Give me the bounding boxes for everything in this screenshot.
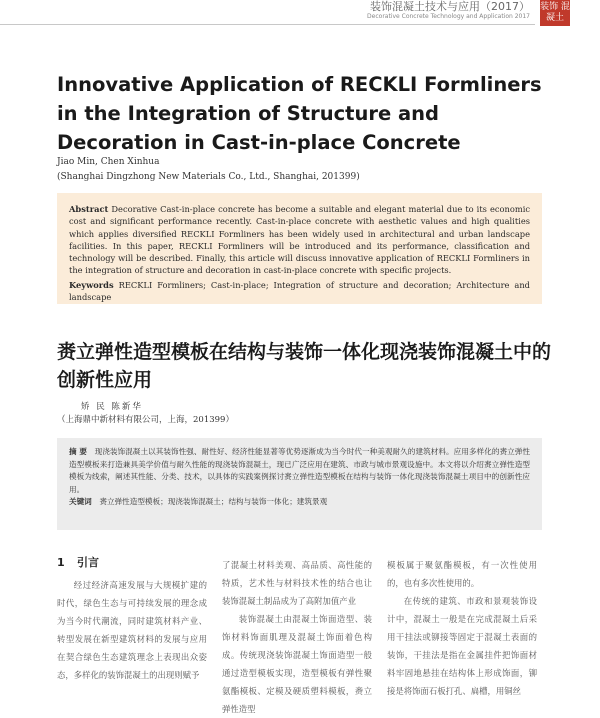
abstract-cn-label: 摘 要 <box>69 447 87 456</box>
section-title: 引言 <box>77 556 99 569</box>
paragraph: 经过经济高速发展与大规模扩建的时代，绿色生态与可持续发展的理念成为当今时代潮流，同时建筑材料产业、转型发展在新型建筑材料的发展与应用在契合绿色生态建筑理念上表现出众姿态，多样化的装饰混凝土的出现则赋予 <box>57 580 207 680</box>
keywords-en <box>69 279 530 304</box>
abstract-cn <box>69 446 530 496</box>
abstract-cn-box <box>57 438 542 530</box>
body-column-2 <box>222 556 372 718</box>
paper-title-en: Innovative Application of RECKLI Formliners in the Integration of Structure and Decoration in Cast-in-place Concrete <box>57 73 542 154</box>
keywords-en-label: Keywords <box>69 279 114 290</box>
journal-logo: 装饰 混凝土 <box>540 0 570 26</box>
abstract-cn-text: 现浇装饰混凝土以其装饰性强、耐性好、经济性能显著等优势逐渐成为当今时代一种美观耐久的建筑材料。应用多样化的赉立弹性造型模板来打造兼具美学价值与耐久性能的现浇装饰混凝土，现已广泛应用在建筑、市政与城市景观设施中。本文将以介绍赉立弹性造型模板为线索，阐述其性能、分类、技术，以具体的实践案例探讨赉立弹性造型模板在结构与装饰一体化现浇装饰混凝土项目中的创新性应用。 <box>69 447 530 494</box>
keywords-cn <box>69 496 530 509</box>
paragraph: 装饰混凝土由混凝土饰面造型、装饰材料饰面肌理及混凝土饰面着色构成。传统现浇装饰混凝土饰面造型一般通过造型模板实现，造型模板有弹性聚氨酯模板、定模及硬质塑料模板，赉立弹性造型 <box>222 614 372 714</box>
abstract-en-text: Decorative Cast-in-place concrete has become a suitable and elegant material due to its economic cost and significant performance recently. Cast-in-place concrete with aesthetic values and high qualities which applies diversified RECKLI Formliners has been widely used in architectural and urban landscape facilities. In this paper, RECKLI Formliners will be introduced and its performance, classification and technology will be described. Finally, this article will discuss innovative application of RECKLI Formliners in the integration of structure and decoration in cast-in-place concrete with specific projects. <box>69 204 530 276</box>
abstract-en <box>69 203 530 277</box>
authors-cn: 矫 民 陈新华 <box>81 402 143 412</box>
running-head <box>367 0 530 21</box>
body-column-1 <box>57 556 207 684</box>
abstract-en-label: Abstract <box>69 204 109 214</box>
journal-title-cn: 装饰混凝土技术与应用（2017） <box>370 0 530 13</box>
paper-title-cn: 赉立弹性造型模板在结构与装饰一体化现浇装饰混凝土中的创新性应用 <box>57 341 552 391</box>
paragraph: 在传统的建筑、市政和景观装饰设计中，混凝土一般是在完成混凝土后采用干挂法或铆接等固定于混凝土表面的装饰，干挂法是指在金属挂件把饰面材料牢固地悬挂在结构体上形成饰面，铆接是将饰面石板打孔、扁槽，用铜丝 <box>387 596 537 696</box>
paragraph: 了混凝土材料美观、高品质、高性能的特质，艺术性与材料技术性的结合也让装饰混凝土制品成为了高附加值产业 <box>222 560 372 606</box>
keywords-cn-label: 关键词 <box>69 497 92 506</box>
section-heading <box>57 556 207 570</box>
abstract-en-box <box>57 193 542 304</box>
authors-en: Jiao Min, Chen Xinhua <box>57 157 160 167</box>
keywords-en-text: RECKLI Formliners; Cast-in-place; Integration of structure and decoration; Architecture and landscape <box>69 279 530 303</box>
header-rule <box>0 24 535 25</box>
journal-title-en: Decorative Concrete Technology and Application 2017 <box>367 13 530 20</box>
body-column-3 <box>387 556 537 700</box>
section-number: 1 <box>57 556 65 569</box>
paragraph: 模板属于聚氨酯模板，有一次性使用的，也有多次性使用的。 <box>387 560 537 588</box>
affiliation-cn: （上海鼎中新材料有限公司，上海，201399） <box>57 415 234 425</box>
affiliation-en: (Shanghai Dingzhong New Materials Co., Ltd., Shanghai, 201399) <box>57 172 360 182</box>
keywords-cn-text: 赉立弹性造型模板；现浇装饰混凝土；结构与装饰一体化；建筑景观 <box>99 497 328 506</box>
